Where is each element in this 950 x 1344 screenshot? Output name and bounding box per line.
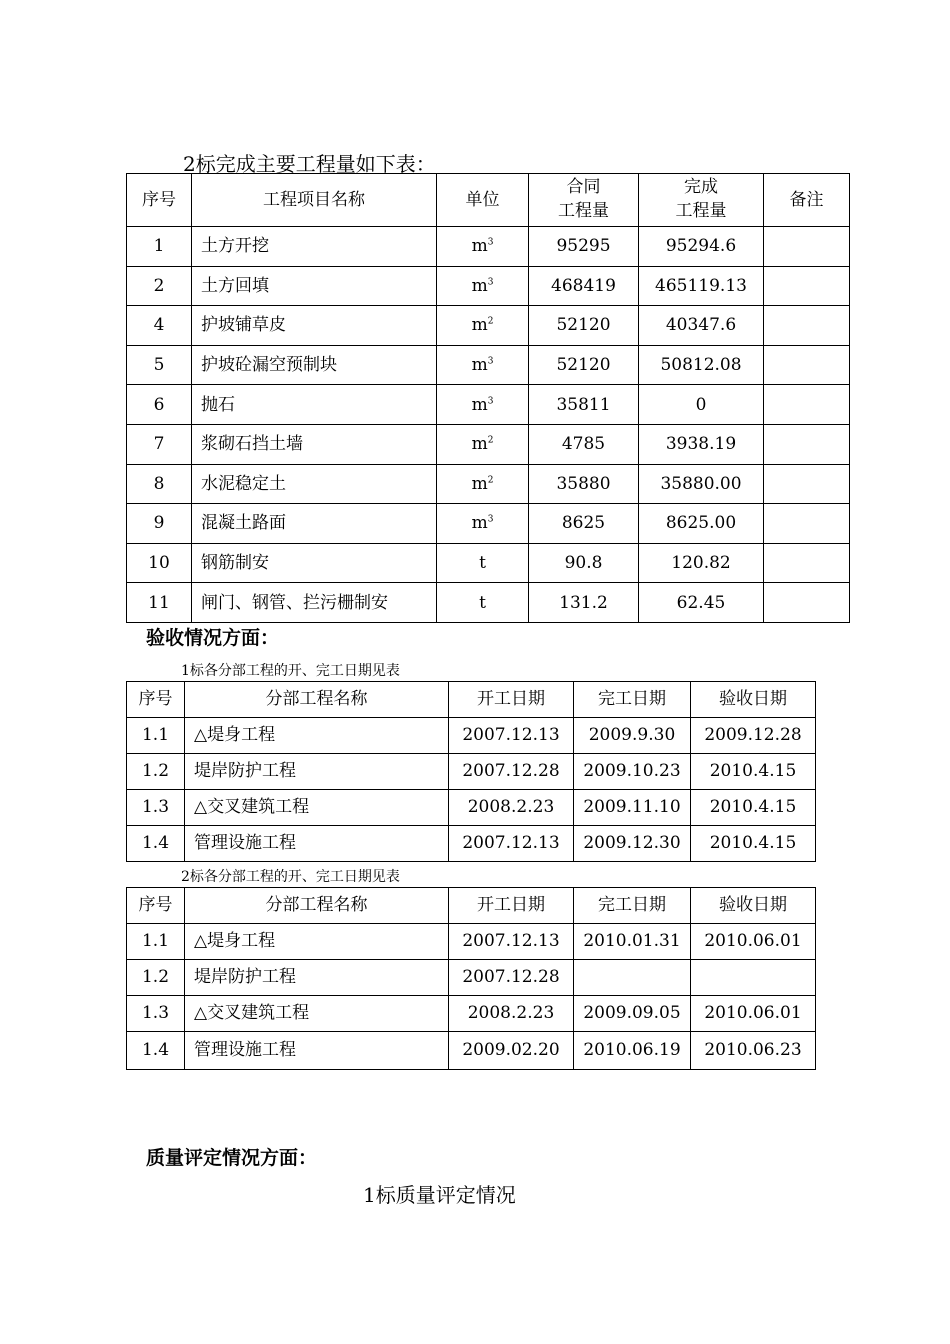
row-note <box>764 227 850 267</box>
row-note <box>764 543 850 583</box>
table-row <box>127 504 850 544</box>
col-header-end: 完工日期 <box>574 888 691 924</box>
unit-base: m <box>471 434 488 455</box>
unit-base: t <box>479 553 486 573</box>
unit-base: m <box>471 355 488 376</box>
row-note <box>764 306 850 346</box>
unit-base: m <box>471 315 488 336</box>
unit-base: t <box>479 592 486 613</box>
row-no: 9 <box>127 504 192 544</box>
row-no: 11 <box>127 583 192 623</box>
unit-exponent: 2 <box>487 475 494 486</box>
table-row <box>127 306 850 346</box>
row-unit <box>437 306 529 346</box>
quantity-table-heading: 2标完成主要工程量如下表： <box>183 152 436 176</box>
acceptance-heading: 验收情况方面： <box>146 627 280 649</box>
table-row <box>127 583 850 623</box>
row-name: 管理设施工程 <box>185 1032 449 1070</box>
row-no: 1.1 <box>127 924 185 960</box>
row-contract: 35880 <box>529 464 639 504</box>
row-done: 50812.08 <box>639 345 764 385</box>
table-row <box>127 790 816 826</box>
row-name: △堤身工程 <box>185 718 449 754</box>
row-unit <box>437 464 529 504</box>
col-header-name: 工程项目名称 <box>192 174 437 227</box>
row-name: 堤岸防护工程 <box>185 960 449 996</box>
row-no: 5 <box>127 345 192 385</box>
row-name: 闸门、钢管、拦污栅制安 <box>192 583 437 623</box>
row-no: 7 <box>127 424 192 464</box>
unit-base: m <box>471 275 488 296</box>
unit-exponent: 3 <box>487 514 494 525</box>
row-done: 35880.00 <box>639 464 764 504</box>
col-header-done: 完成 工程量 <box>639 174 764 227</box>
row-name: 管理设施工程 <box>185 826 449 862</box>
col-header-no: 序号 <box>127 888 185 924</box>
row-note <box>764 424 850 464</box>
row-name: 抛石 <box>192 385 437 425</box>
row-no: 1.3 <box>127 996 185 1032</box>
row-note <box>764 464 850 504</box>
table-row <box>127 826 816 862</box>
unit-exponent: 2 <box>487 316 494 327</box>
schedule-table-1 <box>126 681 816 862</box>
row-name: 护坡砼漏空预制块 <box>192 345 437 385</box>
quality-subheading: 1标质量评定情况 <box>363 1183 516 1207</box>
row-contract: 90.8 <box>529 543 639 583</box>
table1-caption: 1标各分部工程的开、完工日期见表 <box>181 663 400 679</box>
row-name: 混凝土路面 <box>192 504 437 544</box>
unit-exponent: 3 <box>487 237 494 248</box>
quantity-table-header <box>127 174 850 227</box>
row-no: 1.2 <box>127 960 185 996</box>
row-done: 40347.6 <box>639 306 764 346</box>
row-name: △交叉建筑工程 <box>185 996 449 1032</box>
row-done: 120.82 <box>639 543 764 583</box>
schedule-table-2 <box>126 887 816 1070</box>
row-name: 护坡铺草皮 <box>192 306 437 346</box>
row-done: 0 <box>639 385 764 425</box>
unit-exponent: 3 <box>487 395 494 406</box>
quality-heading: 质量评定情况方面： <box>146 1147 318 1169</box>
row-accept: 2010.06.23 <box>691 1032 816 1070</box>
row-end: 2010.06.19 <box>574 1032 691 1070</box>
row-end <box>574 960 691 996</box>
row-start: 2007.12.13 <box>449 924 574 960</box>
row-unit <box>437 583 529 623</box>
row-unit <box>437 385 529 425</box>
col-header-accept: 验收日期 <box>691 682 816 718</box>
row-note <box>764 385 850 425</box>
table-row <box>127 543 850 583</box>
row-note <box>764 345 850 385</box>
row-contract: 8625 <box>529 504 639 544</box>
table2-caption: 2标各分部工程的开、完工日期见表 <box>181 869 400 885</box>
row-start: 2008.2.23 <box>449 996 574 1032</box>
table-row <box>127 924 816 960</box>
col-header-start: 开工日期 <box>449 888 574 924</box>
row-unit <box>437 227 529 267</box>
row-contract: 95295 <box>529 227 639 267</box>
row-accept: 2010.4.15 <box>691 826 816 862</box>
row-unit <box>437 345 529 385</box>
col-header-accept: 验收日期 <box>691 888 816 924</box>
row-contract: 52120 <box>529 306 639 346</box>
row-no: 2 <box>127 266 192 306</box>
row-unit <box>437 424 529 464</box>
row-end: 2009.9.30 <box>574 718 691 754</box>
row-no: 10 <box>127 543 192 583</box>
col-header-no: 序号 <box>127 682 185 718</box>
table-row <box>127 424 850 464</box>
row-unit <box>437 543 529 583</box>
row-contract: 131.2 <box>529 583 639 623</box>
row-start: 2007.12.13 <box>449 718 574 754</box>
row-accept: 2010.4.15 <box>691 754 816 790</box>
row-contract: 4785 <box>529 424 639 464</box>
col-header-note: 备注 <box>764 174 850 227</box>
table-header-row <box>127 682 816 718</box>
row-done: 95294.6 <box>639 227 764 267</box>
row-note <box>764 266 850 306</box>
row-end: 2009.11.10 <box>574 790 691 826</box>
row-name: 浆砌石挡土墙 <box>192 424 437 464</box>
quantity-table <box>126 173 850 623</box>
row-start: 2009.02.20 <box>449 1032 574 1070</box>
row-note <box>764 504 850 544</box>
table-row <box>127 718 816 754</box>
col-header-name: 分部工程名称 <box>185 682 449 718</box>
row-accept <box>691 960 816 996</box>
row-contract: 468419 <box>529 266 639 306</box>
row-no: 1.4 <box>127 1032 185 1070</box>
row-accept: 2010.06.01 <box>691 996 816 1032</box>
row-name: 水泥稳定土 <box>192 464 437 504</box>
table-row <box>127 960 816 996</box>
unit-exponent: 2 <box>487 435 494 446</box>
row-no: 1.2 <box>127 754 185 790</box>
row-no: 1.4 <box>127 826 185 862</box>
row-done: 3938.19 <box>639 424 764 464</box>
row-no: 4 <box>127 306 192 346</box>
row-start: 2008.2.23 <box>449 790 574 826</box>
row-accept: 2009.12.28 <box>691 718 816 754</box>
table-row <box>127 266 850 306</box>
row-name: △堤身工程 <box>185 924 449 960</box>
row-done: 62.45 <box>639 583 764 623</box>
unit-base: m <box>471 394 488 415</box>
table-row <box>127 754 816 790</box>
row-done: 465119.13 <box>639 266 764 306</box>
row-end: 2009.12.30 <box>574 826 691 862</box>
col-header-unit: 单位 <box>437 174 529 227</box>
table-row <box>127 996 816 1032</box>
table-row <box>127 464 850 504</box>
row-name: △交叉建筑工程 <box>185 790 449 826</box>
row-accept: 2010.06.01 <box>691 924 816 960</box>
row-end: 2009.09.05 <box>574 996 691 1032</box>
table-row <box>127 345 850 385</box>
unit-base: m <box>471 236 488 257</box>
row-end: 2010.01.31 <box>574 924 691 960</box>
row-contract: 35811 <box>529 385 639 425</box>
row-name: 土方回填 <box>192 266 437 306</box>
col-header-end: 完工日期 <box>574 682 691 718</box>
col-header-start: 开工日期 <box>449 682 574 718</box>
row-no: 6 <box>127 385 192 425</box>
unit-exponent: 3 <box>487 356 494 367</box>
row-accept: 2010.4.15 <box>691 790 816 826</box>
row-start: 2007.12.28 <box>449 960 574 996</box>
unit-base: m <box>471 473 488 494</box>
col-header-name: 分部工程名称 <box>185 888 449 924</box>
row-contract: 52120 <box>529 345 639 385</box>
row-no: 8 <box>127 464 192 504</box>
row-unit <box>437 504 529 544</box>
row-note <box>764 583 850 623</box>
row-no: 1 <box>127 227 192 267</box>
row-name: 钢筋制安 <box>192 543 437 583</box>
table-row <box>127 1032 816 1070</box>
row-unit <box>437 266 529 306</box>
table-row <box>127 227 850 267</box>
row-no: 1.3 <box>127 790 185 826</box>
row-name: 堤岸防护工程 <box>185 754 449 790</box>
row-start: 2007.12.13 <box>449 826 574 862</box>
unit-base: m <box>471 513 488 534</box>
unit-exponent: 3 <box>487 277 494 288</box>
row-no: 1.1 <box>127 718 185 754</box>
col-header-no: 序号 <box>127 174 192 227</box>
table-row <box>127 385 850 425</box>
row-done: 8625.00 <box>639 504 764 544</box>
row-start: 2007.12.28 <box>449 754 574 790</box>
table-header-row <box>127 888 816 924</box>
col-header-contract: 合同 工程量 <box>529 174 639 227</box>
row-end: 2009.10.23 <box>574 754 691 790</box>
row-name: 土方开挖 <box>192 227 437 267</box>
